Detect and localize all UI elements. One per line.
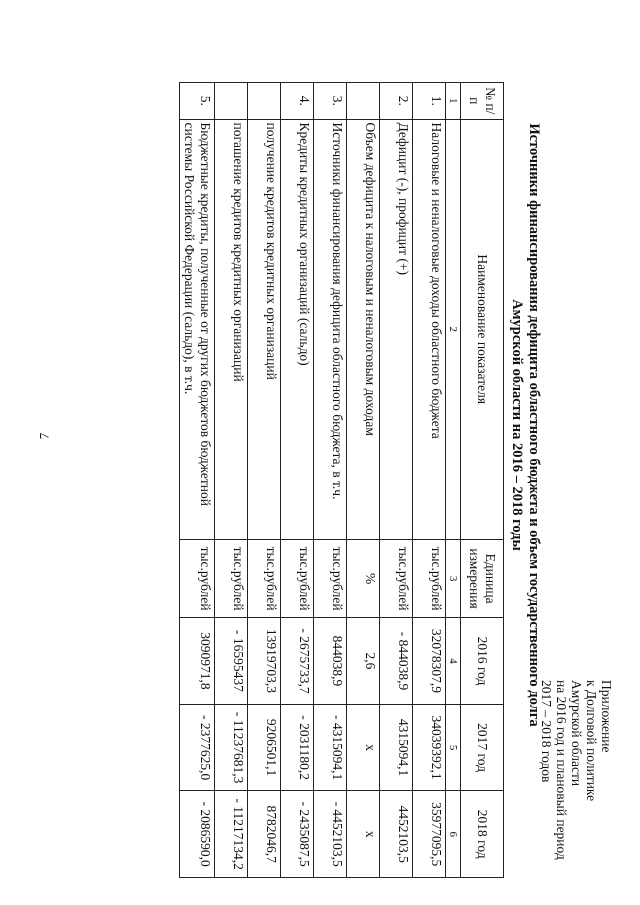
row-number: 4. xyxy=(281,83,314,120)
appendix-line: Амурской области xyxy=(569,680,584,787)
header-num: № п/п xyxy=(461,83,504,120)
value-2016: - 844038,9 xyxy=(380,618,413,705)
table-row xyxy=(248,83,281,878)
row-name: Объем дефицита к налоговым и неналоговым доходам xyxy=(347,119,380,539)
value-2016: 2,6 xyxy=(347,618,380,705)
row-name: погашение кредитов кредитных организаций xyxy=(215,119,248,539)
title-line: Источники финансирования дефицита областного бюджета и объем государственного долга xyxy=(526,123,542,727)
index-cell: 6 xyxy=(446,791,461,878)
index-cell: 3 xyxy=(446,539,461,617)
row-unit: тыс.рублей xyxy=(413,539,446,617)
row-unit: % xyxy=(347,539,380,617)
table-body xyxy=(180,83,446,878)
appendix-line: на 2016 год и плановый период xyxy=(554,680,569,860)
value-2018: - 11217134,2 xyxy=(215,791,248,878)
value-2018: - 2435087,5 xyxy=(281,791,314,878)
table-row xyxy=(215,83,248,878)
value-2016: 3090971,8 xyxy=(180,618,215,705)
value-2017: - 4315094,1 xyxy=(314,704,347,791)
value-2016: 32078307,9 xyxy=(413,618,446,705)
value-2016: 844038,9 xyxy=(314,618,347,705)
row-name: Налоговые и неналоговые доходы областного бюджета xyxy=(413,119,446,539)
header-unit: Единица измерения xyxy=(461,539,504,617)
table-row xyxy=(380,83,413,878)
row-name: Кредиты кредитных организаций (сальдо) xyxy=(281,119,314,539)
header-name: Наименование показателя xyxy=(461,119,504,539)
financing-table xyxy=(179,82,504,878)
table-row xyxy=(180,83,215,878)
value-2017: - 2031180,2 xyxy=(281,704,314,791)
row-number: 1. xyxy=(413,83,446,120)
value-2017: 9206501,1 xyxy=(248,704,281,791)
row-unit: тыс.рублей xyxy=(180,539,215,617)
row-unit: тыс.рублей xyxy=(281,539,314,617)
appendix-line: 2017 – 2018 годов xyxy=(539,680,554,783)
table-row xyxy=(281,83,314,878)
value-2016: 13919703,3 xyxy=(248,618,281,705)
value-2017: - 2377625,0 xyxy=(180,704,215,791)
value-2018: - 4452103,5 xyxy=(314,791,347,878)
value-2018: - 2086590,0 xyxy=(180,791,215,878)
table-header-row xyxy=(461,83,504,878)
value-2017: х xyxy=(347,704,380,791)
table-row xyxy=(413,83,446,878)
row-number: 5. xyxy=(180,83,215,120)
appendix-note xyxy=(539,680,614,860)
row-unit: тыс.рублей xyxy=(380,539,413,617)
index-cell: 1 xyxy=(446,83,461,120)
page-number: 7 xyxy=(36,432,52,440)
row-number: 2. xyxy=(380,83,413,120)
value-2016: - 2675733,7 xyxy=(281,618,314,705)
row-number xyxy=(347,83,380,120)
index-cell: 5 xyxy=(446,704,461,791)
value-2018: х xyxy=(347,791,380,878)
row-unit: тыс.рублей xyxy=(314,539,347,617)
table-index-row xyxy=(446,83,461,878)
title-line: Амурской области на 2016 – 2018 годы xyxy=(509,299,525,551)
table-row xyxy=(347,83,380,878)
row-name: Дефицит (-), профицит (+) xyxy=(380,119,413,539)
header-2017: 2017 год xyxy=(461,704,504,791)
row-name: Бюджетные кредиты, полученные от других бюджетов бюджетной системы Российской Федерации (сальдо), в т.ч. xyxy=(180,119,215,539)
value-2017: 34039392,1 xyxy=(413,704,446,791)
header-2018: 2018 год xyxy=(461,791,504,878)
value-2017: - 11237681,3 xyxy=(215,704,248,791)
value-2018: 35977095,5 xyxy=(413,791,446,878)
value-2016: - 16595437 xyxy=(215,618,248,705)
row-unit: тыс.рублей xyxy=(215,539,248,617)
table-row xyxy=(314,83,347,878)
index-cell: 2 xyxy=(446,119,461,539)
row-name: Источники финансирования дефицита областного бюджета, в т.ч. xyxy=(314,119,347,539)
value-2018: 8782046,7 xyxy=(248,791,281,878)
index-cell: 4 xyxy=(446,618,461,705)
row-number xyxy=(215,83,248,120)
row-unit: тыс.рублей xyxy=(248,539,281,617)
document-title xyxy=(508,0,542,850)
row-number xyxy=(248,83,281,120)
row-name: получение кредитов кредитных организаций xyxy=(248,119,281,539)
value-2017: 4315094,1 xyxy=(380,704,413,791)
appendix-line: к Долговой политике xyxy=(584,680,599,802)
value-2018: 4452103,5 xyxy=(380,791,413,878)
appendix-line: Приложение xyxy=(599,680,614,753)
header-2016: 2016 год xyxy=(461,618,504,705)
row-number: 3. xyxy=(314,83,347,120)
